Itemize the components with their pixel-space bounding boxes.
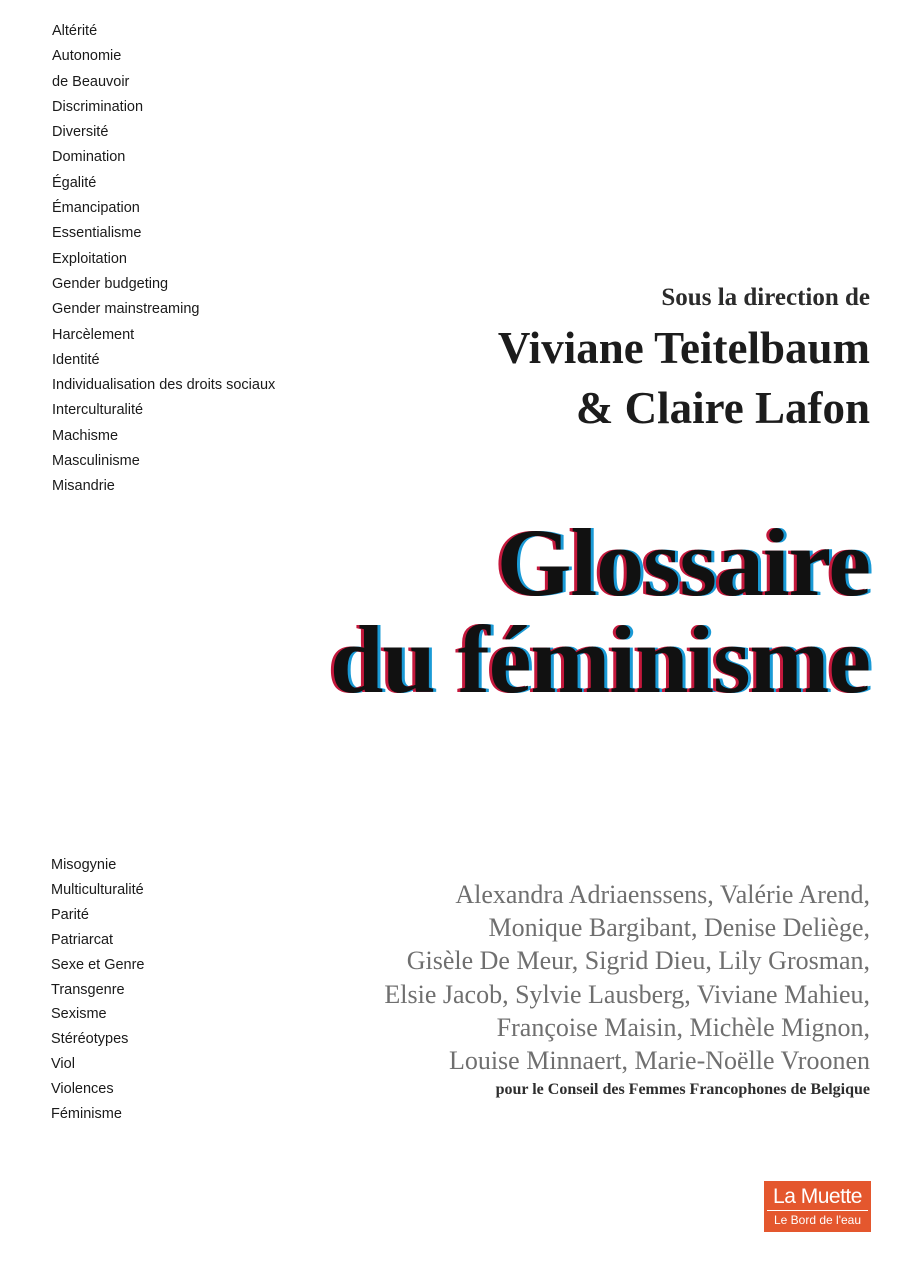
contributor-list [384, 878, 870, 1077]
keyword-item: Parité [51, 906, 89, 923]
keyword-item: Viol [51, 1056, 75, 1073]
keyword-item: Misandrie [52, 478, 115, 495]
contributor-line: Louise Minnaert, Marie-Noëlle Vroonen [448, 1046, 870, 1076]
publisher-logo [764, 1181, 871, 1232]
keyword-item: Violences [51, 1081, 114, 1098]
keyword-item: Essentialisme [52, 225, 142, 242]
contributor-line: Gisèle De Meur, Sigrid Dieu, Lily Grosman, [406, 946, 870, 976]
editor-name-line-2: & Claire Lafon [575, 383, 870, 433]
keyword-item: Domination [52, 149, 126, 166]
keyword-item: Individualisation des droits sociaux [52, 377, 276, 394]
keyword-list-top [52, 19, 275, 500]
keyword-item: Diversité [52, 124, 109, 141]
contributor-line: Monique Bargibant, Denise Deliège, [488, 913, 870, 943]
keyword-item: Multiculturalité [51, 881, 144, 898]
keyword-item: Altérité [52, 23, 98, 39]
council-note: pour le Conseil des Femmes Francophones de Belgique [495, 1081, 870, 1098]
keyword-item: Égalité [52, 174, 97, 191]
keyword-item: Masculinisme [52, 453, 140, 470]
keyword-item: Émancipation [52, 200, 140, 217]
keyword-item: Gender budgeting [52, 275, 169, 292]
keyword-item: Machisme [52, 427, 119, 444]
keyword-item: de Beauvoir [52, 73, 130, 90]
publisher-name: La Muette [773, 1185, 862, 1208]
keyword-item: Patriarcat [51, 931, 114, 948]
editor-name-line-1: Viviane Teitelbaum [497, 323, 870, 373]
keyword-item: Gender mainstreaming [52, 301, 200, 318]
keyword-item: Interculturalité [52, 402, 144, 419]
contributor-line: Alexandra Adriaenssens, Valérie Arend, [455, 880, 870, 909]
book-title-line-2: du féminisme [330, 606, 870, 713]
contributor-line: Elsie Jacob, Sylvie Lausberg, Viviane Mahieu, [384, 979, 870, 1009]
keyword-item: Transgenre [51, 981, 125, 998]
keyword-list-bottom [51, 853, 145, 1127]
keyword-item: Harcèlement [52, 326, 135, 343]
keyword-item: Sexisme [51, 1006, 107, 1023]
keyword-item: Misogynie [51, 857, 117, 873]
keyword-item: Sexe et Genre [51, 956, 145, 973]
keyword-item: Autonomie [52, 48, 122, 65]
keyword-item: Identité [52, 351, 100, 368]
keyword-item: Féminisme [51, 1106, 122, 1123]
keyword-item: Stéréotypes [51, 1031, 129, 1048]
publisher-imprint: Le Bord de l'eau [773, 1213, 862, 1227]
book-title-line-1: Glossaire [496, 509, 870, 616]
contributor-line: Françoise Maisin, Michèle Mignon, [496, 1012, 870, 1042]
keyword-item: Discrimination [52, 98, 144, 115]
direction-label: Sous la direction de [661, 284, 870, 311]
keyword-item: Exploitation [52, 250, 127, 267]
